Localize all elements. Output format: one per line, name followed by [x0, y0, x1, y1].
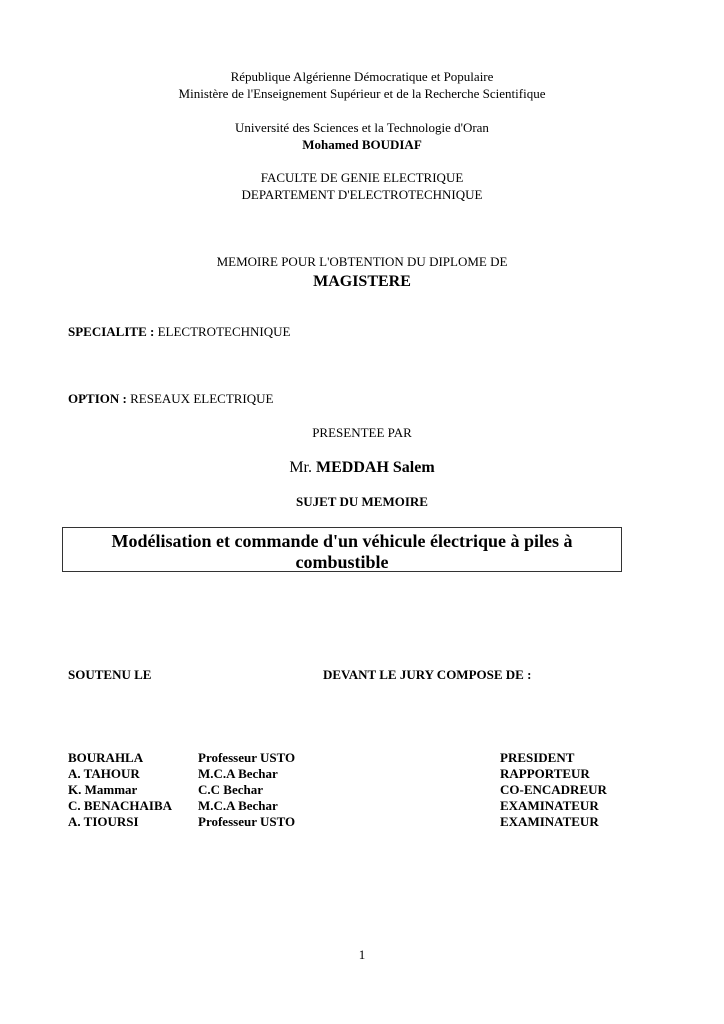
- subject-title: Modélisation et commande d'un véhicule électrique à piles à combustible: [111, 531, 573, 572]
- subject-box: [62, 527, 622, 572]
- option-line: [68, 391, 273, 407]
- jury-member-role: PRESIDENT: [500, 750, 575, 765]
- jury-heading: DEVANT LE JURY COMPOSE DE :: [323, 667, 532, 682]
- subject-heading: SUJET DU MEMOIRE: [296, 494, 428, 509]
- jury-member-name: C. BENACHAIBA: [68, 798, 173, 813]
- option-label: OPTION :: [68, 391, 127, 406]
- jury-member-grade: C.C Bechar: [198, 782, 263, 797]
- speciality-label: SPECIALITE :: [68, 324, 155, 339]
- republic-text: République Algérienne Démocratique et Populaire: [230, 69, 494, 84]
- jury-member-name: K. Mammar: [68, 782, 138, 797]
- jury-member-grade: Professeur USTO: [198, 750, 296, 765]
- speciality-line: [68, 324, 290, 340]
- jury-member-name: A. TAHOUR: [68, 766, 140, 781]
- memoire-intro: MEMOIRE POUR L'OBTENTION DU DIPLOME DE: [216, 254, 508, 269]
- jury-roles-column: [500, 750, 607, 830]
- presented-by: PRESENTEE PAR: [312, 425, 412, 440]
- option-value: RESEAUX ELECTRIQUE: [130, 391, 274, 406]
- jury-member-name: A. TIOURSI: [68, 814, 139, 829]
- university-text: Université des Sciences et la Technologie d'Oran: [235, 120, 489, 135]
- jury-member-role: CO-ENCADREUR: [500, 782, 607, 797]
- jury-member-grade: Professeur USTO: [198, 814, 296, 829]
- ministry-text: Ministère de l'Enseignement Supérieur et de la Recherche Scientifique: [178, 86, 546, 101]
- ministry-line: [0, 86, 724, 102]
- degree-title: MAGISTERE: [313, 273, 411, 290]
- jury-member-role: EXAMINATEUR: [500, 814, 599, 829]
- jury-names-column: [68, 750, 172, 830]
- jury-member-grade: M.C.A Bechar: [198, 798, 278, 813]
- soutenu-label: SOUTENU LE: [68, 667, 152, 682]
- author-line: [0, 458, 724, 477]
- university-name: Mohamed BOUDIAF: [302, 137, 422, 152]
- jury-member-role: RAPPORTEUR: [500, 766, 590, 781]
- university-line: [0, 120, 724, 136]
- author-prefix: Mr.: [289, 459, 312, 476]
- page-number: 1: [358, 947, 366, 962]
- department-line: DEPARTEMENT D'ELECTROTECHNIQUE: [241, 187, 483, 202]
- jury-member-name: BOURAHLA: [68, 750, 144, 765]
- author-name: MEDDAH Salem: [316, 459, 435, 476]
- speciality-value: ELECTROTECHNIQUE: [157, 324, 291, 339]
- jury-member-role: EXAMINATEUR: [500, 798, 599, 813]
- jury-grades-column: [198, 750, 295, 830]
- republic-line: [0, 69, 724, 85]
- jury-member-grade: M.C.A Bechar: [198, 766, 278, 781]
- faculty-line: FACULTE DE GENIE ELECTRIQUE: [260, 170, 464, 185]
